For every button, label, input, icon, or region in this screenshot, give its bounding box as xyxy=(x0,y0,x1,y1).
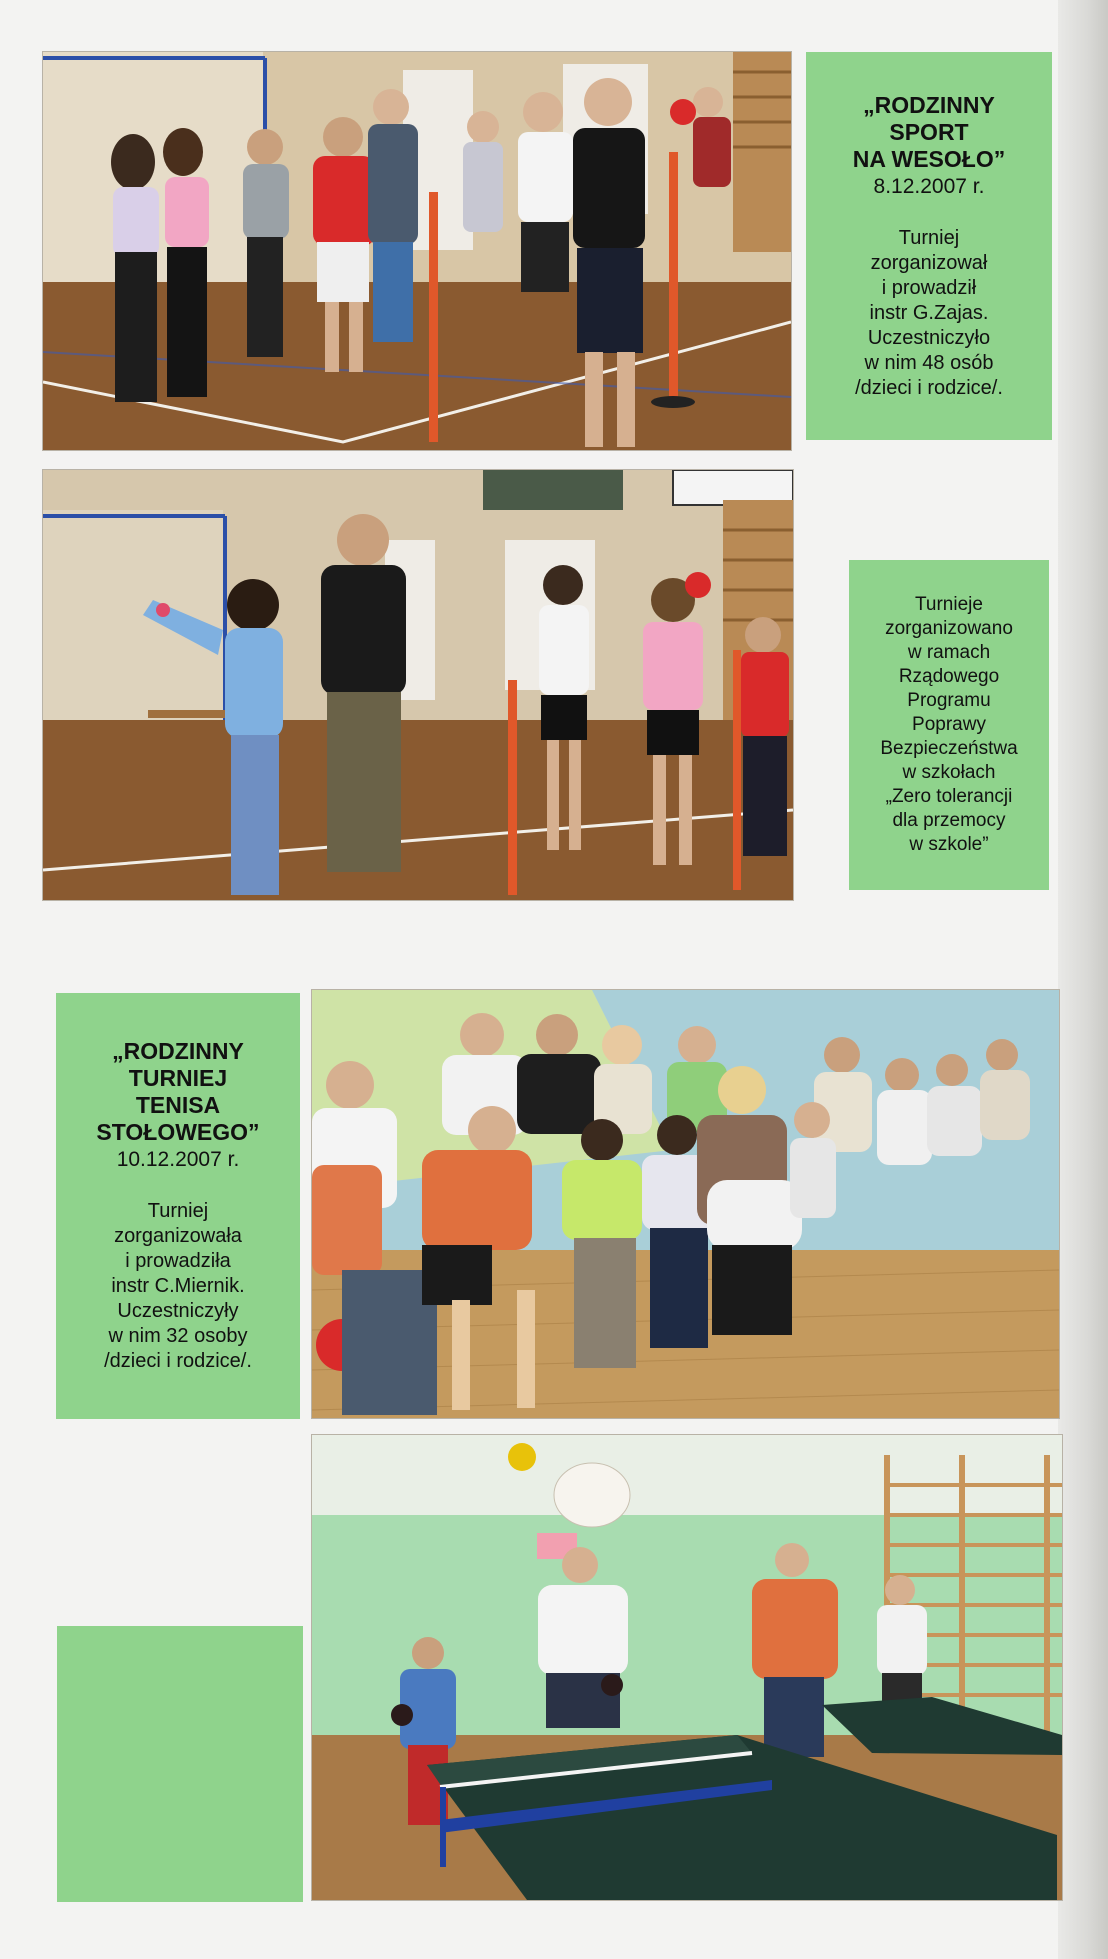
card-table-tennis xyxy=(56,993,300,1419)
card-title: „RODZINNY SPORT NA WESOŁO” xyxy=(852,91,1006,172)
photo-table-tennis xyxy=(312,1435,1062,1900)
card-family-sport xyxy=(806,52,1052,440)
card-body: Turniej zorganizował i prowadził instr G.Zajas. Uczestniczyło w nim 48 osób /dzieci i rodzice/. xyxy=(855,226,1003,399)
card-program-info xyxy=(849,560,1049,890)
card-body: Turniej zorganizowała i prowadziła instr C.Miernik. Uczestniczyły w nim 32 osoby /dzieci i rodzice/. xyxy=(104,1200,252,1372)
photo-girl-throwing xyxy=(43,470,793,900)
photo-spectators-bench xyxy=(312,990,1059,1418)
card-body: Turnieje zorganizowano w ramach Rządowego Programu Poprawy Bezpieczeństwa w szkołach „Zero tolerancji dla przemocy w szkole” xyxy=(880,594,1018,855)
card-empty xyxy=(57,1626,303,1902)
photo-gym-line-up xyxy=(43,52,791,450)
card-title: „RODZINNY TURNIEJ TENISA STOŁOWEGO” xyxy=(96,1038,260,1145)
card-date: 10.12.2007 r. xyxy=(116,1148,240,1171)
card-date: 8.12.2007 r. xyxy=(873,174,985,198)
binding-gutter xyxy=(1058,0,1108,1959)
